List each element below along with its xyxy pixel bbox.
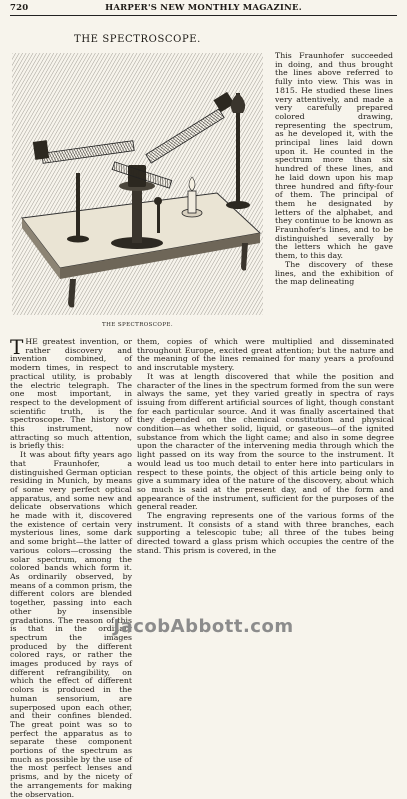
watermark: JacobAbbott.com bbox=[113, 616, 294, 637]
paragraph: The engraving represents one of the various forms of the instrument. It consists of a stand with three branches, each supporting a telescopic tube; all three of the tubes being directed toward a glass prism which occupies the centre of the stand. This prism is covered, in the bbox=[137, 511, 394, 555]
paragraph: This Fraunhofer succeeded in doing, and thus brought the lines above referred to fully into view. This was in 1815. He studied these lines very attentively, and made a very carefully prepared colored drawing, representing the spectrum, as he developed it, with the principal lines laid down upon it. He counted in the spectrum more than six hundred of these lines, and he laid down upon his map three hundred and fifty-four of them. The principal of them he designated by letters of the alphabet, and they continue to be known as Fraunhofer's lines, and to be distinguished severally by the letters which he gave them, to this day. bbox=[275, 51, 393, 261]
page-number: 720 bbox=[10, 3, 29, 13]
paragraph: It was about fifty years ago that Fraunhofer, a distinguished German optician residing in Munich, by means of some very perfect optical apparatus, and some new and delicate observations which he made with it, discovered the existence of certain very mysterious lines, some dark and some bright—the latter of various colors—crossing the solar spectrum, among the colored bands which form it. As ordinarily observed, by means of a common prism, the different colors are blended together, passing into each other by insensible gradations. The reason of this is that in the ordinary spectrum the images produced by the different colored rays, or rather the images produced by rays of different refrangibility, on which the effect of different colors is produced in the human sensorium, are superposed upon each other, and their confines blended. The great point was so to perfect the apparatus as to separate these component portions of the spectrum as much as possible by the use of the most perfect lenses and prisms, and by the nicety of the arrangements for making the observation. bbox=[10, 450, 132, 799]
paragraph: them, copies of which were multiplied and disseminated throughout Europe, excited great attention; but the nature and the meaning of the lines remained for many years a profound and inscrutable mystery. bbox=[137, 337, 394, 373]
left-column-text bbox=[10, 335, 132, 799]
middle-column-text bbox=[137, 338, 394, 556]
magazine-title: HARPER'S NEW MONTHLY MAGAZINE. bbox=[105, 3, 302, 13]
paragraph: It was at length discovered that while the position and character of the lines in the spectrum formed from the sun were always the same, yet they varied greatly in spectra of rays issuing from different artificial sources of light, though constant for each particular source. And it was finally ascertained that they depended on the chemical constitution and physical condition—as whether solid, liquid, or gaseous—of the ignited substance from which the light came; and also in some degree upon the character of the intervening media through which the light passed on its way from the source to the instrument. It would lead us too much detail to enter here into particulars in respect to these points, the object of this article being only to give a summary idea of the nature of the discovery, about which so much is said at the present day, and of the form and appearance of the instrument, sufficient for the purposes of the general reader. bbox=[137, 371, 394, 512]
right-column-text bbox=[275, 52, 393, 287]
article-title: THE SPECTROSCOPE. bbox=[74, 34, 201, 45]
paragraph: The discovery of these lines, and the exhibition of the map delineating bbox=[275, 259, 393, 287]
spectroscope-engraving bbox=[12, 53, 263, 315]
lead-paragraph: THE greatest invention, or rather discovery and invention combined, of modern times, in respect to practical utility, is probably the electric telegraph. The one most important, in respect to the development of scientific truth, is the spectroscope. The history of this instrument, now attracting so much attention, is briefly this: bbox=[10, 335, 132, 451]
figure-caption: THE SPECTROSCOPE. bbox=[102, 322, 173, 328]
header-rule bbox=[10, 15, 397, 16]
